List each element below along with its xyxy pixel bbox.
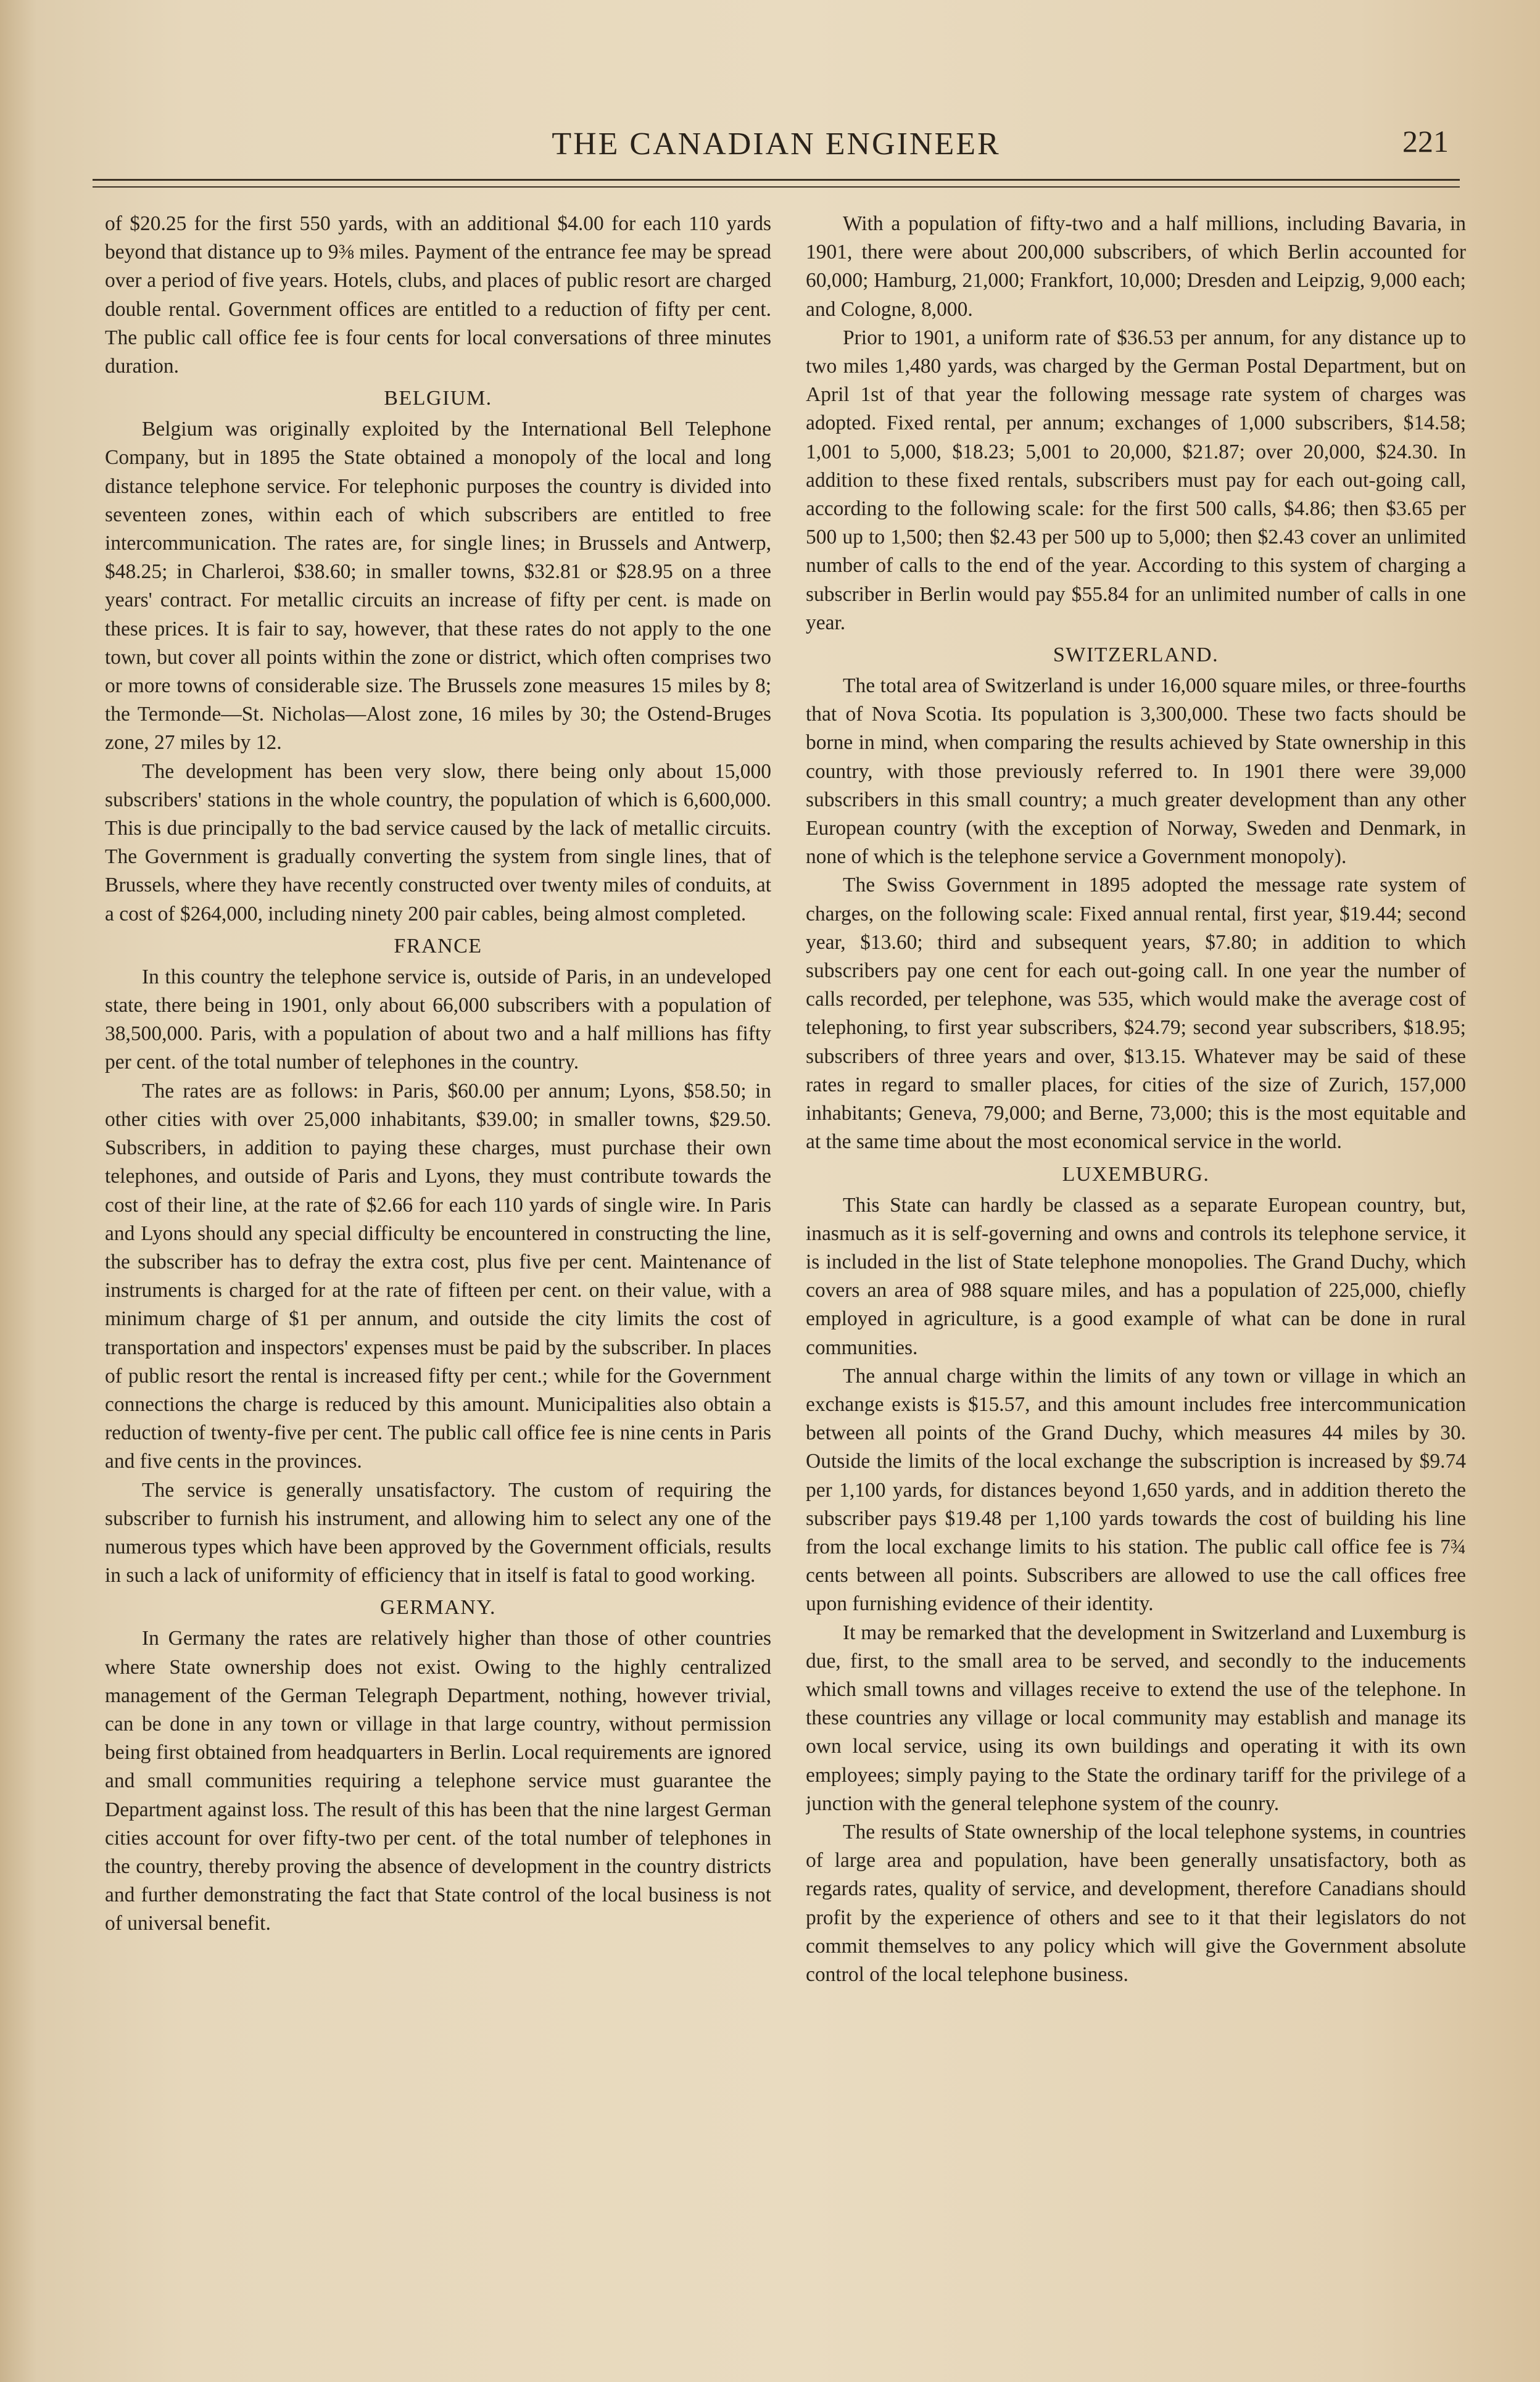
paragraph: The Swiss Government in 1895 adopted the message rate system of charges, on the following scale: Fixed annual rental, first year, $19.44; second year, $13.60; third and subsequent years, $7.80; in addition to which subscribers pay one cent for each out-going call. In one year the number of calls recorded, per telephone, was 535, which would make the average cost of telephoning, to first year subscribers, $24.79; second year subscribers, $18.95; subscribers of three years and over, $13.15. Whatever may be said of these rates in regard to smaller places, for cities of the size of Zurich, 157,000 inhabitants; Geneva, 79,000; and Berne, 73,000; this is the most equitable and at the same time about the most economical service in the world. — [806, 874, 1466, 1154]
paragraph: The total area of Switzerland is under 16,000 square miles, or three-fourths that of Nova Scotia. Its population is 3,300,000. These two facts should be borne in mind, when comparing the results achieved by State ownership in this country, with those previously referred to. In 1901 there were 39,000 subscribers in this small country; a much greater development than any other European country (with the exception of Norway, Sweden and Denmark, in none of which is the telephone service a Government monopoly). — [806, 674, 1466, 869]
section-heading-switzerland: SWITZERLAND. — [1053, 643, 1219, 667]
paragraph: The results of State ownership of the local telephone systems, in countries of large area and population, have been generally unsatisfactory, both as regards rates, quality of service, and development, therefore Canadians should profit by the experience of others and see to it that their legislators do not commit themselves to any policy which will give the Government absolute control of the local telephone business. — [806, 1820, 1466, 1986]
header-rule-bottom — [93, 186, 1460, 188]
paragraph: The annual charge within the limits of any town or village in which an exchange exists is $15.57, and this amount includes free intercommunication between all points of the Grand Duchy, which measures 44 miles by 30. Outside the limits of the local exchange the subscription is increased by $9.74 per 1,100 yards, for distances beyond 1,650 yards, and in addition thereto the subscriber pays $19.48 per 1,100 yards towards the cost of building his line from the local exchange limits to his station. The public call office fee is 7¾ cents between all points. Subscribers are allowed to use the call offices free upon furnishing evidence of their identity. — [806, 1364, 1466, 1616]
page-number: 221 — [1402, 124, 1449, 159]
section-heading-belgium: BELGIUM. — [384, 387, 492, 410]
section-heading-france: FRANCE — [394, 934, 482, 957]
paragraph: In Germany the rates are relatively higher than those of other countries where State ownership does not exist. Owing to the highly centralized management of the German Telegraph Department, nothing, however trivial, can be done in any town or village in that large country, without permission being first obtained from headquarters in Berlin. Local requirements are ignored and small communities requiring a telephone service must guarantee the Department against loss. The result of this has been that the nine largest German cities account for over fifty-two per cent. of the total number of telephones in the country, thereby proving the absence of development in the country districts and further demonstrating the fact that State control of the local business is not of universal benefit. — [105, 1627, 771, 1935]
paragraph: In this country the telephone service is, outside of Paris, in an undeveloped state, there being in 1901, only about 66,000 subscribers with a population of 38,500,000. Paris, with a population of about two and a half millions has fifty per cent. of the total number of telephones in the country. — [105, 965, 771, 1074]
paragraph: The service is generally unsatisfactory. The custom of requiring the subscriber to furnish his instrument, and allowing him to select any one of the numerous types which have been approved by the Government officials, results in such a lack of uniformity of efficiency that in itself is fatal to good working. — [105, 1478, 771, 1587]
paragraph: The rates are as follows: in Paris, $60.00 per annum; Lyons, $58.50; in other cities with over 25,000 inhabitants, $39.00; in smaller towns, $29.50. Subscribers, in addition to paying these charges, must purchase their own telephones, and outside of Paris and Lyons, they must contribute towards the cost of their line, at the rate of $2.66 for each 110 yards of single wire. In Paris and Lyons should any special difficulty be encountered in constructing the line, the subscriber has to defray the extra cost, plus five per cent. Maintenance of instruments is charged for at the rate of fifteen per cent. on their value, with a minimum charge of $1 per annum, and outside the city limits the cost of transportation and inspectors' expenses must be paid by the subscriber. In places of public resort the rental is increased fifty per cent.; while for the Government connections the charge is reduced by this amount. Municipalities also obtain a reduction of twenty-five per cent. The public call office fee is nine cents in Paris and five cents in the provinces. — [105, 1079, 771, 1473]
paragraph: Belgium was originally exploited by the International Bell Telephone Company, but in 1895 the State obtained a monopoly of the local and long distance telephone service. For telephonic purposes the country is divided into seventeen zones, within each of which subscribers are entitled to free intercommunication. The rates are, for single lines; in Brussels and Antwerp, $48.25; in Charleroi, $38.60; in smaller towns, $32.81 or $28.95 on a three years' contract. For metallic circuits an increase of fifty per cent. is made on these prices. It is fair to say, however, that these rates do not apply to the one town, but cover all points within the zone or district, which often comprises two or more towns of considerable size. The Brussels zone measures 15 miles by 8; the Termonde—St. Nicholas—Alost zone, 16 miles by 30; the Ostend-Bruges zone, 27 miles by 12. — [105, 418, 771, 755]
paragraph: This State can hardly be classed as a separate European country, but, inasmuch as it is self-governing and owns and controls its telephone service, it is included in the list of State telephone monopolies. The Grand Duchy, which covers an area of 988 square miles, and has a population of 225,000, chiefly employed in agriculture, is a good example of what can be done in rural communities. — [806, 1193, 1466, 1359]
section-heading-germany: GERMANY. — [379, 1596, 496, 1619]
paragraph: It may be remarked that the development in Switzerland and Luxemburg is due, first, to the small area to be served, and secondly to the inducements which small towns and villages receive to extend the use of the telephone. In these countries any village or local community may establish and manage its own local service, using its own buildings and operating it with its own employees; simply paying to the State the ordinary tariff for the privilege of a junction with the general telephone system of the counry. — [806, 1621, 1466, 1815]
right-column — [806, 210, 1466, 2307]
paragraph: With a population of fifty-two and a half millions, including Bavaria, in 1901, there were about 200,000 subscribers, of which Berlin accounted for 60,000; Hamburg, 21,000; Frankfort, 10,000; Dresden and Leipzig, 9,000 each; and Cologne, 8,000. — [806, 212, 1466, 321]
left-column — [105, 210, 771, 2307]
paragraph: Prior to 1901, a uniform rate of $36.53 per annum, for any distance up to two miles 1,480 yards, was charged by the German Postal Department, but on April 1st of that year the following message rate system of charges was adopted. Fixed rental, per annum; exchanges of 1,000 subscribers, $14.58; 1,001 to 5,000, $18.23; 5,001 to 20,000, $21.87; over 20,000, $24.30. In addition to these fixed rentals, subscribers must pay for each out-going call, according to the following scale: for the first 500 calls, $4.86; then $3.65 per 500 up to 1,500; then $2.43 per 500 up to 5,000; then $2.43 cover an unlimited number of calls to the end of the year. According to this system of charging a subscriber in Berlin would pay $55.84 for an unlimited number of calls in one year. — [806, 326, 1466, 634]
section-heading-luxemburg: LUXEMBURG. — [1062, 1162, 1210, 1186]
journal-title: THE CANADIAN ENGINEER — [552, 126, 1001, 162]
page-header — [93, 117, 1460, 167]
paragraph: The development has been very slow, there being only about 15,000 subscribers' stations in the whole country, the population of which is 6,600,000. This is due principally to the bad service caused by the lack of metallic circuits. The Government is gradually converting the system from single lines, that of Brussels, where they have recently constructed over twenty miles of conduits, at a cost of $264,000, including ninety 200 pair cables, being almost completed. — [105, 759, 771, 925]
header-rule-top — [93, 179, 1460, 181]
paragraph: of $20.25 for the first 550 yards, with an additional $4.00 for each 110 yards beyond that distance up to 9⅜ miles. Payment of the entrance fee may be spread over a period of five years. Hotels, clubs, and places of public resort are charged double rental. Government offices are entitled to a reduction of fifty per cent. The public call office fee is four cents for local conversations of three minutes duration. — [105, 212, 771, 378]
